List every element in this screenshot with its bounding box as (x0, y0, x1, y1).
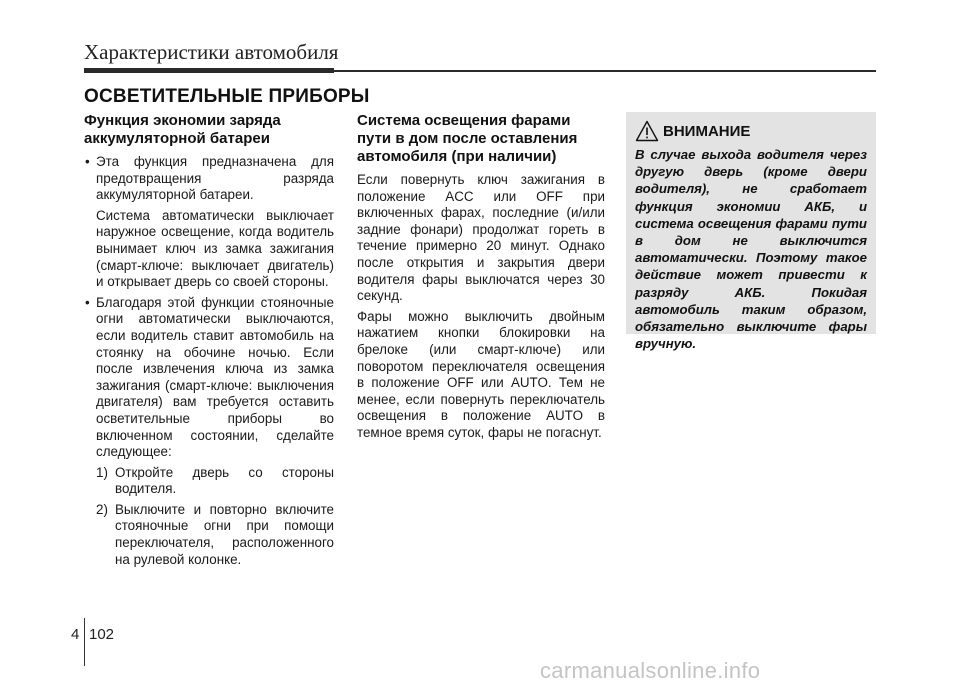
caution-title: ВНИМАНИЕ (663, 122, 751, 140)
header-rule-thick (84, 68, 334, 73)
paragraph: Фары можно выключить двойным нажатием кнопки блокировки на брелоке (или смарт-ключе) или поворотом переключателя освещения в положение OFF или AUTO. Тем не менее, если повернуть переключатель освещения в положение AUTO в темное время суток, фары не погаснут. (357, 308, 605, 440)
running-title: Характеристики автомобиля (84, 40, 339, 64)
step-text: Откройте дверь со стороны водителя. (115, 464, 334, 497)
numbered-step (84, 502, 334, 568)
page-number: 102 (89, 626, 115, 643)
numbered-step (84, 465, 334, 498)
caution-header (635, 120, 867, 142)
section-title: ОСВЕТИТЕЛЬНЫЕ ПРИБОРЫ (84, 86, 370, 107)
caution-text: В случае выхода водителя через другую дверь (кроме двери водителя), не сработает функция экономии АКБ, и система освещения фарами пути в дом не выключится автоматически. Поэтому такое действие может привести к разряду АКБ. Покидая автомобиль таким образом, обязательно выключите фары вручную. (635, 147, 867, 352)
bullet-item: • Эта функция предназначена для предотвращения разряда аккумуляторной батареи. (84, 154, 334, 204)
footer-divider (84, 618, 85, 666)
header-rule-thin (334, 70, 876, 72)
caution-box (626, 112, 876, 352)
step-text: Выключите и повторно включите стояночные огни при помощи переключателя, расположенного на рулевой колонке. (115, 501, 334, 567)
step-number: 2) (96, 501, 108, 517)
escort-lighting-heading: Система освещения фарами пути в дом после оставления автомобиля (при наличии) (357, 112, 578, 165)
column-battery-saver (84, 112, 334, 572)
step-number: 1) (96, 464, 108, 480)
bullet-item: • Благодаря этой функции стояночные огни автоматически выключаются, если водитель ставит автомобиль на стоянку на обочине ночью. Если после извлечения ключа из замка зажигания (смарт-ключе: выключения двигателя) вам требуется оставить осветительные приборы во включенном состоянии, сделайте следующее: (84, 295, 334, 461)
bullet-continuation: Система автоматически выключает наружное освещение, когда водитель вынимает ключ из замка зажигания (смарт-ключе: выключает двигатель) и открывает дверь со своей стороны. (96, 207, 334, 290)
warning-triangle-icon (635, 120, 659, 142)
battery-saver-heading: Функция экономии заряда аккумуляторной батареи (84, 112, 281, 147)
column-escort-lighting (357, 112, 605, 446)
chapter-number: 4 (71, 626, 80, 643)
watermark: carmanualsonline.info (540, 658, 761, 683)
paragraph: Если повернуть ключ зажигания в положение ACC или OFF при включенных фарах, последние (и/или задние фонари) продолжат гореть в течение примерно 20 минут. Однако после открытия и закрытия двери водителя фары выключатся через 30 секунд. (357, 172, 605, 304)
